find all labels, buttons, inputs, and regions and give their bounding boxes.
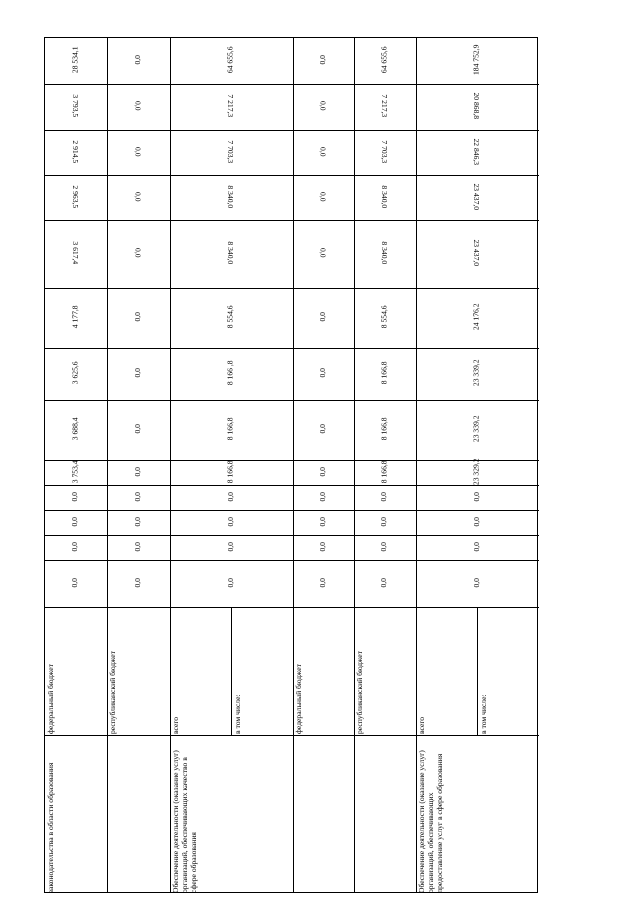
cell-value: 3 753,4 xyxy=(70,460,80,483)
cell-value: 0,0 xyxy=(317,491,327,502)
cell-value: 0,0 xyxy=(225,516,235,527)
table-cell xyxy=(44,509,106,534)
cell-value: 23 339,2 xyxy=(471,359,481,387)
table-cell xyxy=(292,459,353,484)
table-cell xyxy=(44,559,106,606)
cell-value: 3 688,4 xyxy=(70,417,80,441)
table-cell xyxy=(44,219,106,287)
table-cell xyxy=(292,347,353,399)
cell-value: 23 437,0 xyxy=(472,239,482,267)
table-cell xyxy=(169,83,292,129)
cell-value: 0,0 xyxy=(133,248,143,258)
source-label-text: республиканский бюджет xyxy=(355,651,364,734)
cell-value: 0,0 xyxy=(317,541,327,552)
cell-value: 3 617,4 xyxy=(70,241,80,265)
cell-value: 0,0 xyxy=(379,491,389,502)
total-label-text: всего xyxy=(417,716,426,734)
table-cell xyxy=(415,37,538,83)
cell-value: 0,0 xyxy=(132,466,142,477)
table-cell xyxy=(106,484,169,509)
table-cell xyxy=(415,559,538,606)
cell-value: 0,0 xyxy=(471,541,481,552)
including-label-text: в том числе: xyxy=(479,694,488,734)
cell-value: 3 793,5 xyxy=(70,94,80,118)
cell-value: 20 868,8 xyxy=(472,92,482,120)
cell-value: 0,0 xyxy=(225,491,235,502)
cell-value: 0,0 xyxy=(379,541,389,552)
cell-value: 0,0 xyxy=(317,312,327,322)
section-label-text: Обеспечение деятельности (оказание услуг) организаций, обеспечивающих предоставление услуг в сфере образования xyxy=(417,750,444,893)
table-cell xyxy=(353,459,415,484)
table-cell xyxy=(106,129,169,174)
cell-value: 0,0 xyxy=(317,55,327,65)
cell-value: 0,0 xyxy=(318,146,328,157)
table-cell xyxy=(106,219,169,287)
table-cell xyxy=(415,287,538,347)
cell-value: 0,0 xyxy=(132,491,142,502)
cell-value: 184 752,9 xyxy=(471,44,481,76)
table-cell xyxy=(415,83,538,129)
table-cell xyxy=(169,219,292,287)
table-cell xyxy=(353,174,415,219)
cell-value: 0,0 xyxy=(70,541,80,552)
subcell-rule xyxy=(231,607,232,735)
cell-value: 0,0 xyxy=(132,516,142,527)
table-cell xyxy=(415,399,538,459)
table-cell xyxy=(169,347,292,399)
table-cell xyxy=(415,129,538,174)
cell-value: 28 534,1 xyxy=(70,46,80,74)
table-cell xyxy=(415,347,538,399)
cell-value: 4 177,8 xyxy=(70,305,80,329)
table-cell xyxy=(106,37,169,83)
cell-value: 64 655,6 xyxy=(379,46,389,74)
table-cell xyxy=(44,129,106,174)
cell-value: 8 554,6 xyxy=(379,305,389,329)
cell-value: 2 963,5 xyxy=(70,185,80,208)
table-cell xyxy=(44,83,106,129)
cell-value: 0,0 xyxy=(318,101,328,111)
table-cell xyxy=(292,399,353,459)
source-label-text: федеральный бюджет xyxy=(46,664,55,734)
table-cell xyxy=(353,37,415,83)
table-cell xyxy=(106,509,169,534)
cell-value: 8 166,8 xyxy=(225,417,235,441)
cell-value: 0,0 xyxy=(317,516,327,527)
cell-value: 7 217,3 xyxy=(226,94,236,118)
cell-value: 8 340,0 xyxy=(226,185,236,208)
cell-value: 8 340,0 xyxy=(379,241,389,265)
table-cell xyxy=(169,174,292,219)
table-cell xyxy=(292,484,353,509)
cell-value: 0,0 xyxy=(317,424,327,434)
cell-value: 0,0 xyxy=(133,101,143,111)
cell-value: 8 340,0 xyxy=(226,241,236,265)
table-cell xyxy=(353,219,415,287)
table-cell xyxy=(106,459,169,484)
table-cell xyxy=(44,174,106,219)
table-cell xyxy=(106,83,169,129)
table-cell xyxy=(44,399,106,459)
source-label-text: республиканский бюджет xyxy=(108,651,117,734)
cell-value: 8 554,6 xyxy=(225,305,235,329)
table-cell xyxy=(292,83,353,129)
table-cell xyxy=(292,559,353,606)
cell-value: 0,0 xyxy=(225,541,235,552)
cell-value: 0,0 xyxy=(133,146,143,157)
table-cell xyxy=(169,509,292,534)
cell-value: 2 914,5 xyxy=(70,140,80,163)
cell-value: 0,0 xyxy=(317,577,327,588)
cell-value: 0,0 xyxy=(318,191,328,202)
table-cell xyxy=(169,287,292,347)
table-cell xyxy=(415,459,538,484)
table-cell xyxy=(292,287,353,347)
table-cell xyxy=(106,287,169,347)
row-rule xyxy=(45,607,539,608)
cell-value: 7 703,3 xyxy=(379,140,389,163)
cell-value: 0,0 xyxy=(379,516,389,527)
cell-value: 0,0 xyxy=(132,55,142,65)
table-cell xyxy=(292,129,353,174)
table-cell xyxy=(353,129,415,174)
cell-value: 8 166,8 xyxy=(225,460,235,483)
cell-value: 0,0 xyxy=(132,577,142,588)
cell-value: 0,0 xyxy=(225,577,235,588)
table-cell xyxy=(169,399,292,459)
table-cell xyxy=(415,484,538,509)
cell-value: 0,0 xyxy=(132,541,142,552)
cell-value: 0,0 xyxy=(132,368,142,378)
table-cell xyxy=(106,174,169,219)
subcell-rule xyxy=(477,607,478,735)
table-cell xyxy=(169,534,292,559)
cell-value: 8 166,8 xyxy=(379,361,389,385)
cell-value: 0,0 xyxy=(70,491,80,502)
table-cell xyxy=(44,287,106,347)
cell-value: 0,0 xyxy=(317,466,327,477)
table-cell xyxy=(415,219,538,287)
table-cell xyxy=(44,484,106,509)
cell-value: 0,0 xyxy=(379,577,389,588)
table-cell xyxy=(292,509,353,534)
table-cell xyxy=(292,37,353,83)
cell-value: 64 655,6 xyxy=(225,46,235,74)
table-cell xyxy=(353,509,415,534)
cell-value: 0,0 xyxy=(70,577,80,588)
cell-value: 22 846,3 xyxy=(472,138,482,165)
cell-value: 0,0 xyxy=(471,491,481,502)
table-cell xyxy=(353,559,415,606)
table-cell xyxy=(292,174,353,219)
cell-value: 8 166 ,8 xyxy=(225,360,235,386)
section-label-text: Обеспечение деятельности (оказание услуг) организаций, обеспечивающих качество в сфере образования xyxy=(171,750,198,893)
table-cell xyxy=(44,37,106,83)
table-cell xyxy=(44,347,106,399)
cell-value: 8 166,8 xyxy=(379,460,389,483)
table-cell xyxy=(106,399,169,459)
table-cell xyxy=(292,219,353,287)
cell-value: 0,0 xyxy=(70,516,80,527)
cell-value: 8 166,8 xyxy=(379,417,389,441)
cell-value: 8 340,0 xyxy=(379,185,389,208)
section-label-text: законодательства в области образования xyxy=(46,762,55,893)
table-cell xyxy=(44,534,106,559)
table-cell xyxy=(415,174,538,219)
table-cell xyxy=(106,347,169,399)
cell-value: 7 703,3 xyxy=(226,140,236,163)
cell-value: 0,0 xyxy=(133,191,143,202)
cell-value: 3 625,6 xyxy=(70,361,80,385)
cell-value: 0,0 xyxy=(471,516,481,527)
table-cell xyxy=(169,459,292,484)
table-cell xyxy=(169,129,292,174)
table-cell xyxy=(353,83,415,129)
cell-value: 24 176,2 xyxy=(471,303,481,331)
table-cell xyxy=(292,534,353,559)
cell-value: 0,0 xyxy=(318,248,328,258)
table-cell xyxy=(353,534,415,559)
cell-value: 23 339,2 xyxy=(471,415,481,443)
cell-value: 0,0 xyxy=(471,577,481,588)
cell-value: 0,0 xyxy=(317,368,327,378)
cell-value: 7 217,3 xyxy=(379,94,389,118)
row-rule xyxy=(45,735,539,736)
total-label-text: всего xyxy=(171,716,180,734)
table-cell xyxy=(415,534,538,559)
cell-value: 0,0 xyxy=(132,424,142,434)
table-cell xyxy=(169,37,292,83)
table-cell xyxy=(353,399,415,459)
table-cell xyxy=(353,287,415,347)
table-cell xyxy=(169,484,292,509)
table-cell xyxy=(106,559,169,606)
table-cell xyxy=(106,534,169,559)
cell-value: 23 437,0 xyxy=(472,183,482,210)
source-label-text: федеральный бюджет xyxy=(294,664,303,734)
table-cell xyxy=(353,484,415,509)
table-cell xyxy=(44,459,106,484)
cell-value: 0,0 xyxy=(132,312,142,322)
including-label-text: в том числе: xyxy=(233,694,242,734)
table-cell xyxy=(353,347,415,399)
table-cell xyxy=(415,509,538,534)
cell-value: 23 329,2 xyxy=(471,458,481,485)
table-cell xyxy=(169,559,292,606)
